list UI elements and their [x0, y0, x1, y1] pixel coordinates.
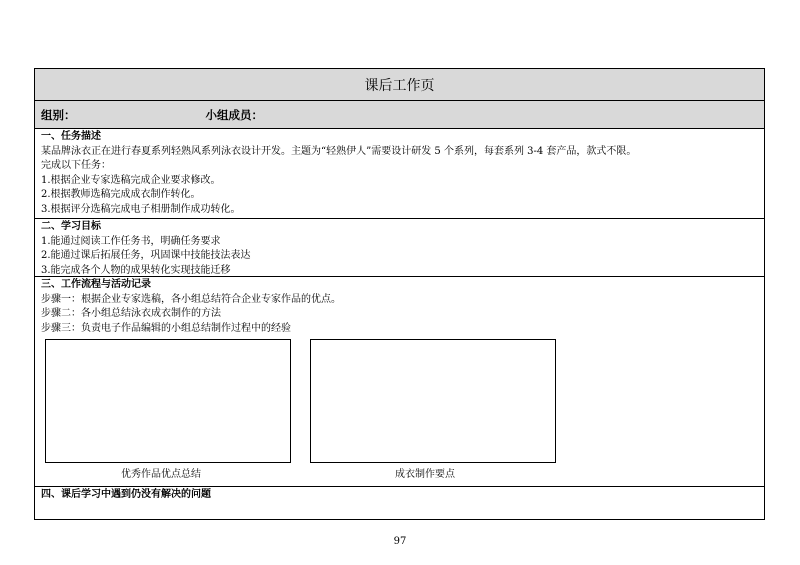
task-description-line: 2.根据教师选稿完成成衣制作转化。: [41, 189, 201, 200]
workflow-step-line: 步骤一：根据企业专家选稿，各小组总结符合企业专家作品的优点。: [41, 293, 341, 305]
worksheet-title-row: [35, 69, 764, 101]
workflow-step-line: 步骤三：负责电子作品编辑的小组总结制作过程中的经验: [41, 322, 291, 334]
task-description-heading: 一、任务描述: [41, 131, 101, 142]
page-number: 97: [393, 536, 407, 547]
task-description-line: 完成以下任务：: [41, 160, 111, 171]
task-description-line: 3.根据评分选稿完成电子相册制作成功转化。: [41, 203, 241, 215]
task-description-section: [35, 129, 764, 219]
group-info-row: [35, 101, 764, 129]
learning-goals-section: [35, 219, 764, 277]
unresolved-questions-section[interactable]: [35, 487, 764, 519]
members-label: 小组成员：: [205, 107, 263, 122]
worksheet-table: [34, 68, 765, 520]
group-label: 组别：: [41, 107, 76, 122]
garment-making-points-caption: 成衣制作要点: [395, 469, 455, 480]
learning-goal-line: 2.能通过课后拓展任务，巩固课中技能技法表达: [41, 250, 251, 261]
learning-goal-line: 1.能通过阅读工作任务书，明确任务要求: [41, 235, 221, 247]
workflow-section: [35, 277, 764, 487]
workflow-heading: 三、工作流程与活动记录: [41, 279, 151, 290]
unresolved-questions-heading: 四、课后学习中遇到仍没有解决的问题: [41, 489, 211, 500]
workflow-step-line: 步骤二：各小组总结泳衣成衣制作的方法: [41, 308, 221, 319]
excellent-work-summary-box[interactable]: [45, 339, 291, 463]
learning-goal-line: 3.能完成各个人物的成果转化实现技能迁移: [41, 264, 231, 276]
learning-goals-heading: 二、学习目标: [41, 221, 101, 232]
excellent-work-summary-caption: 优秀作品优点总结: [121, 469, 201, 480]
task-description-line: 1.根据企业专家选稿完成企业要求修改。: [41, 174, 221, 186]
garment-making-points-box[interactable]: [310, 339, 556, 463]
task-description-line: 某品牌泳衣正在进行春夏系列轻熟风系列泳衣设计开发。主题为“轻熟伊人”需要设计研发 5 个系列，每套系列 3-4 套产品，款式不限。: [41, 145, 637, 157]
worksheet-title: 课后工作页: [364, 77, 435, 94]
